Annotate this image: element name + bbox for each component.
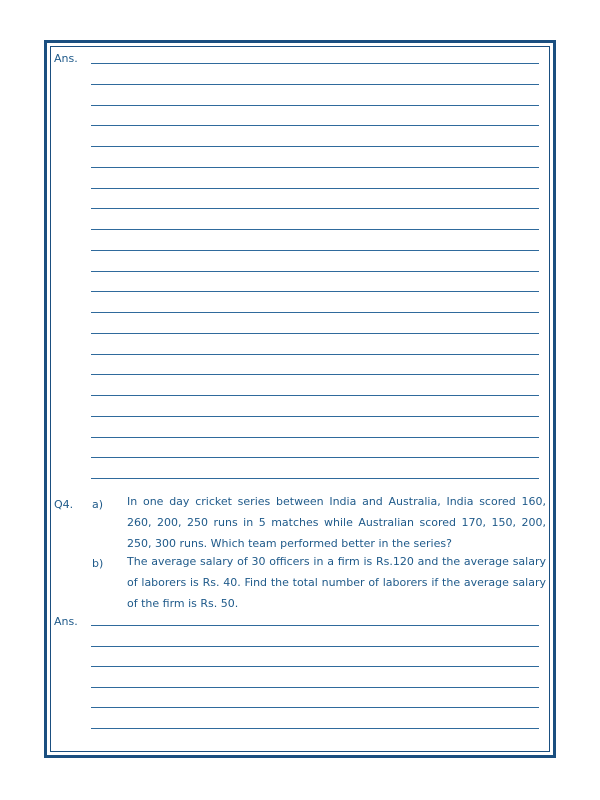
answer-line (91, 646, 539, 647)
answer-line (91, 625, 539, 626)
answer-line (91, 395, 539, 396)
part-a-text: In one day cricket series between India and Australia, India scored 160, 260, 200, 250 runs in 5 matches while Australian scored 170, 150, 200, 250, 300 runs. Which team performed better in the series? (127, 495, 546, 550)
answer-line (91, 374, 539, 375)
answer-label-2: Ans. (54, 615, 78, 628)
part-b-text: The average salary of 30 officers in a firm is Rs.120 and the average salary of laborers is Rs. 40. Find the total number of laborers if the average salary of the firm is Rs. 50. (127, 555, 546, 610)
answer-line (91, 457, 539, 458)
part-b-marker: b) (92, 557, 104, 570)
answer-line (91, 687, 539, 688)
answer-line (91, 354, 539, 355)
answer-line (91, 478, 539, 479)
answer-line (91, 208, 539, 209)
answer-line (91, 707, 539, 708)
answer-line (91, 291, 539, 292)
answer-line (91, 105, 539, 106)
answer-line (91, 250, 539, 251)
answer-line (91, 125, 539, 126)
answer-line (91, 271, 539, 272)
answer-label: Ans. (54, 52, 78, 65)
answer-line (91, 188, 539, 189)
answer-line (91, 416, 539, 417)
answer-line (91, 437, 539, 438)
answer-line (91, 63, 539, 64)
answer-line (91, 333, 539, 334)
page-border (44, 40, 556, 758)
answer-line (91, 146, 539, 147)
answer-line (91, 312, 539, 313)
answer-line (91, 84, 539, 85)
answer-line (91, 666, 539, 667)
answer-line (91, 728, 539, 729)
part-a-marker: a) (92, 498, 104, 511)
answer-line (91, 229, 539, 230)
answer-line (91, 167, 539, 168)
question-number: Q4. (54, 498, 74, 511)
